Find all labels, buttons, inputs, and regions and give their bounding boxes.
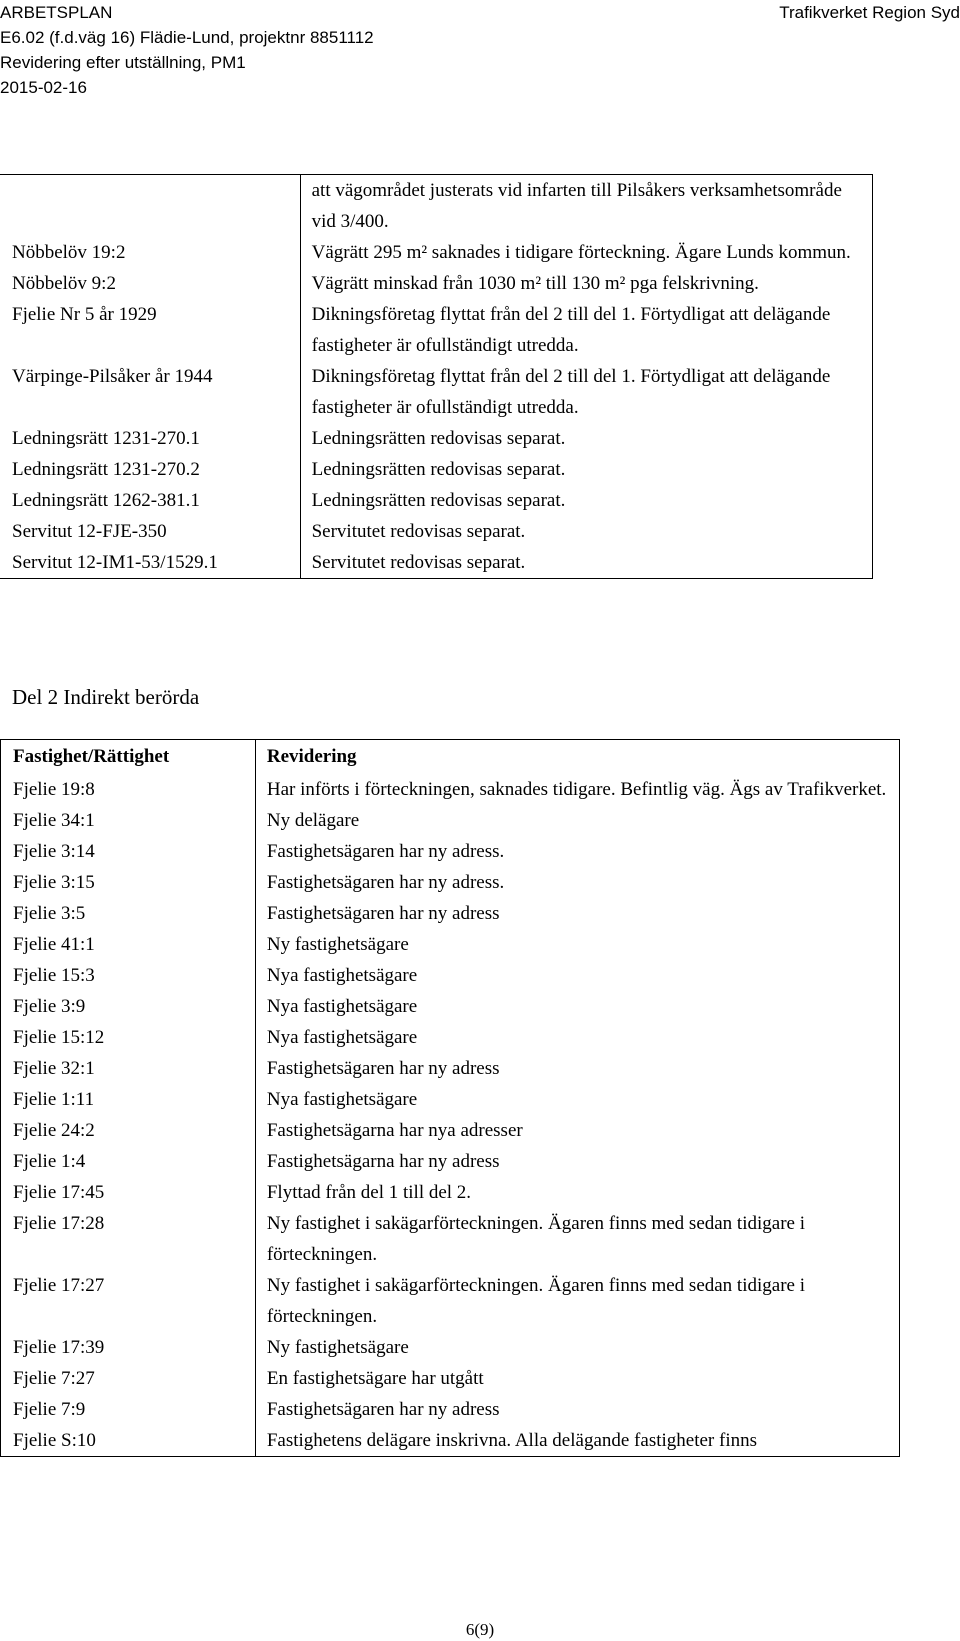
property-cell: Fjelie 3:14 — [1, 836, 256, 867]
table-row — [1, 1022, 900, 1053]
table-row — [1, 929, 900, 960]
revision-cell: Vägrätt minskad från 1030 m² till 130 m² pga felskrivning. — [311, 273, 759, 294]
table-row — [1, 1084, 900, 1115]
table-row — [0, 516, 873, 547]
table-row — [1, 1425, 900, 1457]
property-cell: Fjelie 34:1 — [1, 805, 256, 836]
table-row — [1, 1146, 900, 1177]
table-row — [1, 991, 900, 1022]
table-row — [1, 1394, 900, 1425]
table-row — [1, 1053, 900, 1084]
table-row — [1, 1115, 900, 1146]
header-line: 2015-02-16 — [0, 78, 87, 97]
table-row — [1, 1208, 900, 1270]
table-row — [1, 774, 900, 805]
revision-cell: Servitutet redovisas separat. — [311, 552, 526, 573]
revision-cell: Fastighetsägarna har nya adresser — [266, 1120, 523, 1141]
property-cell: Servitut 12-FJE-350 — [0, 516, 300, 547]
revision-cell: Nya fastighetsägare — [266, 996, 418, 1017]
table-row — [1, 1270, 900, 1332]
property-cell: Fjelie 7:27 — [1, 1363, 256, 1394]
revision-cell: Fastighetsägaren har ny adress — [266, 1058, 500, 1079]
property-cell: Fjelie 32:1 — [1, 1053, 256, 1084]
property-cell: Fjelie 3:5 — [1, 898, 256, 929]
table-row — [1, 1332, 900, 1363]
revision-cell: Fastighetens delägare inskrivna. Alla delägande fastigheter finns — [266, 1430, 757, 1451]
property-cell: Fjelie 3:15 — [1, 867, 256, 898]
revision-cell: Ledningsrätten redovisas separat. — [311, 490, 566, 511]
table-row — [1, 1363, 900, 1394]
property-cell: Servitut 12-IM1-53/1529.1 — [0, 547, 300, 579]
property-cell: Fjelie 41:1 — [1, 929, 256, 960]
property-cell: Fjelie 17:45 — [1, 1177, 256, 1208]
table-row — [0, 485, 873, 516]
table-row — [0, 175, 873, 238]
revision-cell: Ny fastighetsägare — [266, 1337, 409, 1358]
property-cell: Ledningsrätt 1262-381.1 — [0, 485, 300, 516]
column-header-revision: Revidering — [266, 746, 357, 767]
revision-cell: Nya fastighetsägare — [266, 1089, 418, 1110]
revision-cell: Dikningsföretag flyttat från del 2 till del 1. Förtydligat att delägande fastigheter är ofullständigt utredda. — [311, 366, 831, 418]
header-line: Revidering efter utställning, PM1 — [0, 53, 246, 72]
property-cell: Ledningsrätt 1231-270.2 — [0, 454, 300, 485]
property-cell — [0, 175, 300, 238]
property-cell: Fjelie 1:4 — [1, 1146, 256, 1177]
revision-cell: Fastighetsägaren har ny adress — [266, 903, 500, 924]
revision-cell: Dikningsföretag flyttat från del 2 till del 1. Förtydligat att delägande fastigheter är ofullständigt utredda. — [311, 304, 831, 356]
revision-cell: att vägområdet justerats vid infarten till Pilsåkers verksamhetsområde vid 3/400. — [311, 180, 842, 232]
revision-cell: En fastighetsägare har utgått — [266, 1368, 484, 1389]
property-cell: Fjelie 15:3 — [1, 960, 256, 991]
table-row — [1, 867, 900, 898]
table-row — [0, 361, 873, 423]
header-line: ARBETSPLAN — [0, 3, 113, 22]
table-row — [1, 898, 900, 929]
revision-cell: Servitutet redovisas separat. — [311, 521, 526, 542]
table-row — [1, 836, 900, 867]
revision-cell: Ledningsrätten redovisas separat. — [311, 428, 566, 449]
revision-cell: Fastighetsägaren har ny adress. — [266, 841, 505, 862]
revision-cell: Flyttad från del 1 till del 2. — [266, 1182, 472, 1203]
header-organization: Trafikverket Region Syd — [779, 3, 960, 22]
revision-cell: Nya fastighetsägare — [266, 965, 418, 986]
property-cell: Fjelie 19:8 — [1, 774, 256, 805]
section-heading: Del 2 Indirekt berörda — [12, 685, 200, 709]
table-row — [0, 547, 873, 579]
property-cell: Värpinge-Pilsåker år 1944 — [0, 361, 300, 423]
property-cell: Fjelie S:10 — [1, 1425, 256, 1457]
table-row — [0, 299, 873, 361]
revision-cell: Fastighetsägarna har ny adress — [266, 1151, 500, 1172]
revision-cell: Fastighetsägaren har ny adress — [266, 1399, 500, 1420]
property-cell: Nöbbelöv 9:2 — [0, 268, 300, 299]
property-cell: Fjelie 7:9 — [1, 1394, 256, 1425]
revision-cell: Vägrätt 295 m² saknades i tidigare förteckning. Ägare Lunds kommun. — [311, 242, 851, 263]
revision-cell: Ny fastighetsägare — [266, 934, 409, 955]
table-row — [0, 237, 873, 268]
property-cell: Fjelie 17:27 — [1, 1270, 256, 1332]
revision-cell: Fastighetsägaren har ny adress. — [266, 872, 505, 893]
property-cell: Fjelie 15:12 — [1, 1022, 256, 1053]
property-cell: Fjelie 17:39 — [1, 1332, 256, 1363]
revision-cell: Ledningsrätten redovisas separat. — [311, 459, 566, 480]
property-cell: Ledningsrätt 1231-270.1 — [0, 423, 300, 454]
property-cell: Fjelie 17:28 — [1, 1208, 256, 1270]
table-row — [0, 423, 873, 454]
property-cell: Fjelie 24:2 — [1, 1115, 256, 1146]
revision-table-part2 — [0, 739, 900, 1457]
column-header-property: Fastighet/Rättighet — [1, 740, 256, 775]
property-cell: Fjelie Nr 5 år 1929 — [0, 299, 300, 361]
revision-cell: Nya fastighetsägare — [266, 1027, 418, 1048]
table-row — [0, 454, 873, 485]
table-row — [0, 268, 873, 299]
table-row — [1, 805, 900, 836]
table-header-row — [1, 740, 900, 775]
revision-table-part1 — [0, 174, 873, 579]
property-cell: Fjelie 1:11 — [1, 1084, 256, 1115]
revision-cell: Har införts i förteckningen, saknades tidigare. Befintlig väg. Ägs av Trafikverket. — [266, 779, 887, 800]
revision-cell: Ny delägare — [266, 810, 360, 831]
header-line: E6.02 (f.d.väg 16) Flädie-Lund, projektnr 8851112 — [0, 28, 374, 47]
revision-cell: Ny fastighet i sakägarförteckningen. Ägaren finns med sedan tidigare i förteckningen. — [266, 1213, 805, 1265]
table-row — [1, 1177, 900, 1208]
revision-cell: Ny fastighet i sakägarförteckningen. Ägaren finns med sedan tidigare i förteckningen. — [266, 1275, 805, 1327]
page-number: 6(9) — [465, 1620, 495, 1639]
property-cell: Fjelie 3:9 — [1, 991, 256, 1022]
property-cell: Nöbbelöv 19:2 — [0, 237, 300, 268]
table-row — [1, 960, 900, 991]
